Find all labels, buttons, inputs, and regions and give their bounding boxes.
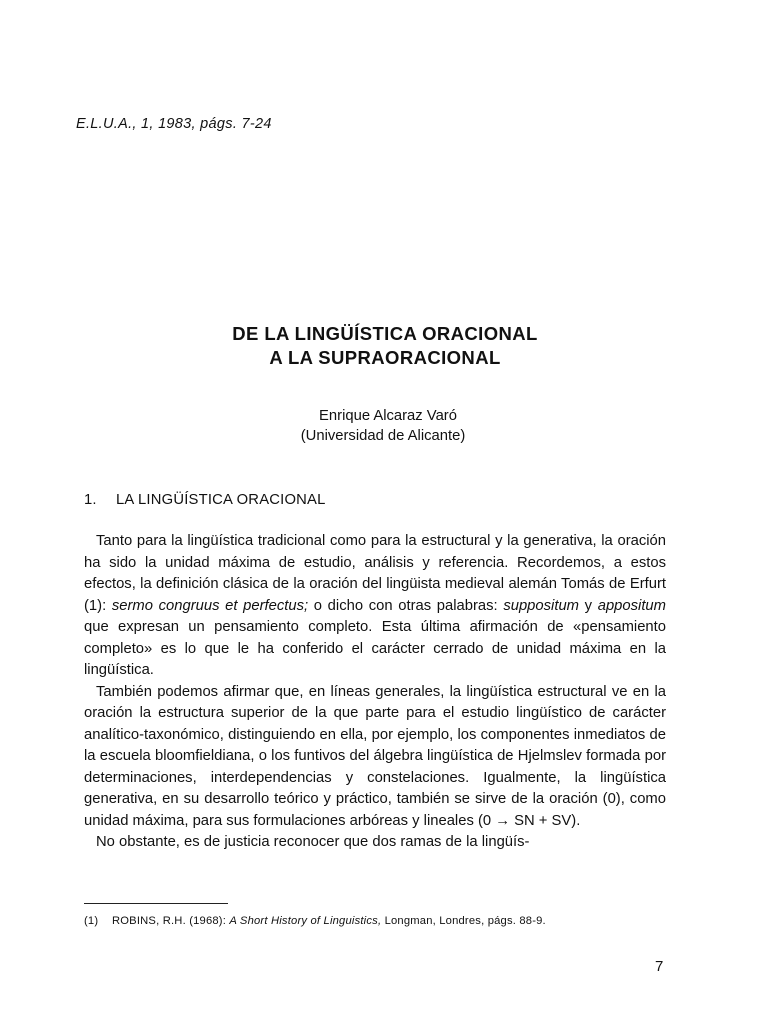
paragraph-text: o dicho con otras palabras: [308,597,504,614]
section-number: 1. [84,492,97,508]
paragraph-2: También podemos afirmar que, en líneas generales, la lingüística estructural ve en la oración la estructura superior de la que parte para el estudio lingüístico de carácter analítico-taxonómico, distinguiendo en ella, por ejemplo, los componentes inmediatos de la escuela bloomfieldiana, o los funtivos del álgebra lingüística de Hjelmslev formada por determinaciones, interdependencias y constelaciones. Igualmente, la lingüística generativa, en su desarrollo teórico y práctico, también se sirve de la oración (0), como unidad máxima, para sus formulaciones arbóreas y lineales (0 → SN + SV). [84,683,666,829]
latin-term: suppositum [503,597,579,614]
paragraph-text: que expresan un pensamiento completo. Esta última afirmación de «pensamiento completo» es lo que le ha conferido el carácter cerrado de unidad máxima en la lingüística. [84,619,666,678]
footnote-author: ROBINS, R.H. (1968): [112,915,227,927]
latin-term: appositum [597,597,666,614]
paragraph-text: Tanto para la lingüística tradicional como para la estructural y la generativa, la oración ha sido la unidad máxima de estudio, análisis y referencia. Recordemos, a estos efectos, la definición clásica de la oración del lingüista medieval alemán Tomás de Erfurt (1): [84,533,666,614]
author-block [0,406,736,446]
author-affiliation: (Universidad de Alicante) [300,428,466,444]
footnote-mark: (1) [84,915,99,927]
footnote-publisher: Longman, Londres, págs. 88-9. [384,915,546,927]
section-title: LA LINGÜÍSTICA ORACIONAL [116,492,326,508]
title-line-2: A LA SUPRAORACIONAL [269,347,501,368]
paragraph-text: y [579,597,598,614]
paragraph-1 [84,531,666,682]
article-title [0,322,768,370]
latin-phrase: sermo congruus et perfectus; [111,597,309,614]
page-number: 7 [655,958,664,975]
footnote-book-title: A Short History of Linguistics, [229,915,382,927]
author-name: Enrique Alcaraz Varó [319,408,457,424]
paragraph-3: No obstante, es de justicia reconocer que dos ramas de la lingüís- [96,834,530,850]
footnote [84,915,674,927]
journal-citation: E.L.U.A., 1, 1983, págs. 7-24 [76,116,272,132]
footnote-divider [84,903,228,904]
section-heading [84,492,326,508]
title-line-1: DE LA LINGÜÍSTICA ORACIONAL [232,323,538,344]
body-text [84,531,666,854]
